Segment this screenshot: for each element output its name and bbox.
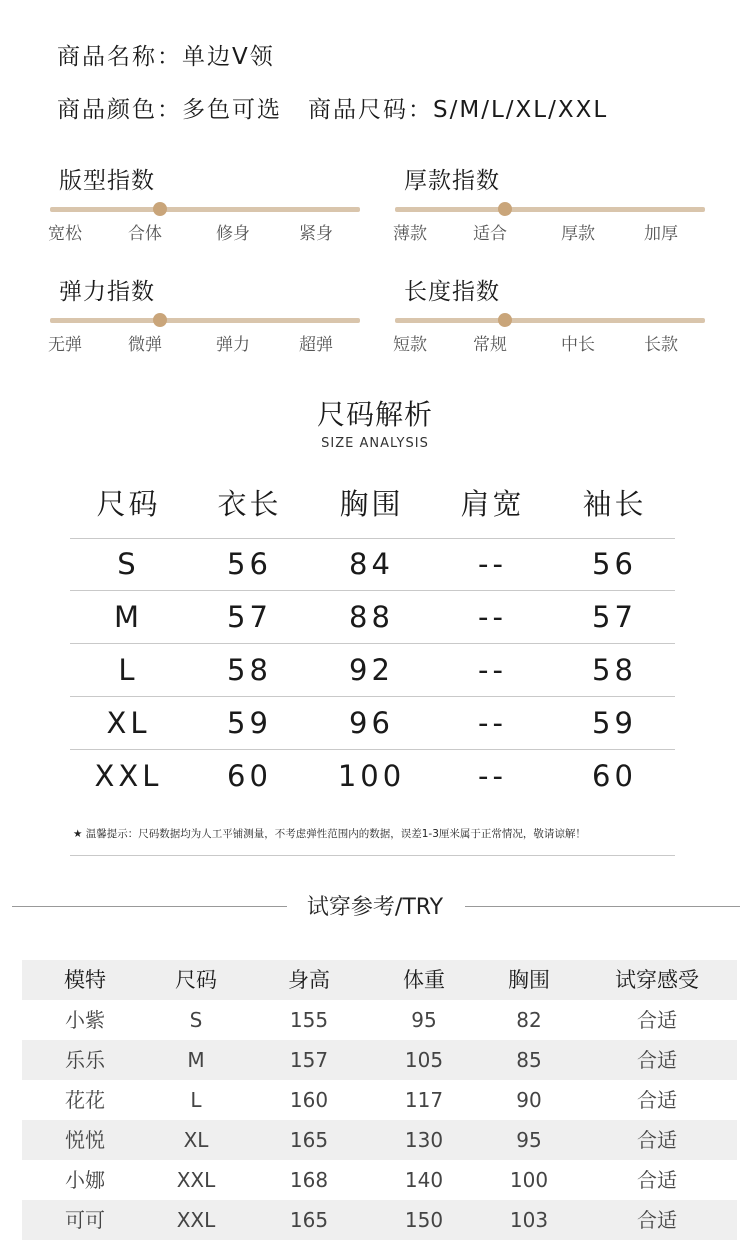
size-header-cell: 袖长 — [582, 487, 647, 521]
try-cell: S — [189, 1008, 203, 1032]
size-header-cell: 胸围 — [339, 487, 404, 521]
index-option: 加厚 — [644, 224, 678, 244]
index-track — [50, 318, 360, 323]
size-cell: 59 — [592, 706, 637, 740]
try-cell: 105 — [404, 1048, 444, 1072]
size-cell: 100 — [337, 759, 406, 793]
size-table-row — [70, 750, 675, 803]
try-cell: 157 — [289, 1048, 329, 1072]
index-title: 弹力指数 — [59, 279, 155, 305]
try-cell: XL — [183, 1128, 209, 1152]
index-marker — [153, 202, 167, 216]
size-cell: -- — [478, 600, 507, 634]
try-cell: 合适 — [637, 1048, 677, 1072]
index-option: 宽松 — [48, 224, 82, 244]
size-cell: XL — [106, 706, 151, 740]
product-color-label: 商品颜色： — [57, 97, 182, 123]
try-cell: 悦悦 — [65, 1128, 105, 1152]
index-option: 修身 — [216, 224, 250, 244]
product-size-label: 商品尺码： — [308, 97, 433, 123]
index-option: 超弹 — [299, 335, 333, 355]
index-track — [50, 207, 360, 212]
product-name-label: 商品名称： — [57, 44, 182, 70]
try-cell: 合适 — [637, 1088, 677, 1112]
size-cell: XXL — [94, 759, 163, 793]
try-table-row — [22, 1120, 737, 1160]
index-marker — [498, 202, 512, 216]
try-table-row — [22, 1000, 737, 1040]
product-color-size-line — [57, 91, 608, 124]
try-cell: XXL — [176, 1208, 216, 1232]
index-marker — [153, 313, 167, 327]
try-cell: 花花 — [65, 1088, 105, 1112]
size-cell: 60 — [227, 759, 272, 793]
try-header-cell: 模特 — [64, 968, 106, 992]
try-cell: 85 — [516, 1048, 542, 1072]
size-cell: 58 — [592, 653, 637, 687]
try-cell: 150 — [404, 1208, 444, 1232]
try-cell: 165 — [289, 1128, 329, 1152]
try-cell: 165 — [289, 1208, 329, 1232]
try-header-cell: 尺码 — [175, 968, 217, 992]
size-table-row — [70, 644, 675, 697]
size-cell: -- — [478, 759, 507, 793]
try-cell: 160 — [289, 1088, 329, 1112]
size-cell: M — [113, 600, 144, 634]
size-cell: 56 — [227, 547, 272, 581]
try-table — [22, 960, 737, 1240]
try-header-cell: 体重 — [403, 968, 445, 992]
try-cell: 乐乐 — [65, 1048, 105, 1072]
index-option: 薄款 — [393, 224, 427, 244]
index-track — [395, 207, 705, 212]
size-cell: 96 — [349, 706, 394, 740]
size-cell: -- — [478, 547, 507, 581]
size-cell: S — [117, 547, 140, 581]
index-option: 长款 — [644, 335, 678, 355]
size-cell: 92 — [349, 653, 394, 687]
index-title: 厚款指数 — [404, 168, 500, 194]
size-analysis-subtitle: SIZE ANALYSIS — [321, 436, 429, 451]
size-cell: -- — [478, 706, 507, 740]
index-option: 常规 — [473, 335, 507, 355]
try-section-title-text: 试穿参考/TRY — [306, 895, 444, 920]
index-title: 版型指数 — [59, 168, 155, 194]
try-cell: 95 — [516, 1128, 542, 1152]
size-cell: -- — [478, 653, 507, 687]
try-table-row — [22, 1200, 737, 1240]
index-option: 合体 — [128, 224, 162, 244]
size-cell: 60 — [592, 759, 637, 793]
size-cell: 57 — [227, 600, 272, 634]
size-cell: 88 — [349, 600, 394, 634]
product-name-value: 单边V领 — [182, 44, 275, 70]
try-cell: 小娜 — [65, 1168, 105, 1192]
note-divider — [70, 855, 675, 856]
try-cell: 130 — [404, 1128, 444, 1152]
index-option: 微弹 — [128, 335, 162, 355]
size-cell: 84 — [349, 547, 394, 581]
size-cell: L — [118, 653, 139, 687]
try-cell: 117 — [404, 1088, 444, 1112]
size-analysis-title: 尺码解析 — [316, 398, 433, 431]
size-cell: 59 — [227, 706, 272, 740]
product-size-value: S/M/L/XL/XXL — [433, 97, 609, 123]
index-option: 紧身 — [299, 224, 333, 244]
try-cell: 合适 — [637, 1208, 677, 1232]
try-cell: 95 — [411, 1008, 437, 1032]
try-cell: 155 — [289, 1008, 329, 1032]
size-table-row — [70, 697, 675, 750]
index-track — [395, 318, 705, 323]
size-header-cell: 肩宽 — [460, 487, 525, 521]
try-cell: 140 — [404, 1168, 444, 1192]
index-marker — [498, 313, 512, 327]
index-option: 厚款 — [561, 224, 595, 244]
size-cell: 57 — [592, 600, 637, 634]
try-cell: 合适 — [637, 1008, 677, 1032]
try-cell: 100 — [509, 1168, 549, 1192]
size-cell: 58 — [227, 653, 272, 687]
measurement-note: ★ 温馨提示：尺码数据均为人工平铺测量，不考虑弹性范围内的数据，误差1-3厘米属于正常情况，敬请谅解！ — [73, 828, 586, 840]
size-header-cell: 尺码 — [96, 487, 161, 521]
try-cell: 168 — [289, 1168, 329, 1192]
index-option: 无弹 — [48, 335, 82, 355]
try-header-cell: 试穿感受 — [615, 968, 699, 992]
try-cell: L — [190, 1088, 202, 1112]
size-table-header — [70, 480, 675, 538]
index-option: 适合 — [473, 224, 507, 244]
size-header-cell: 衣长 — [217, 487, 282, 521]
try-table-row — [22, 1040, 737, 1080]
size-table-row — [70, 591, 675, 644]
try-cell: 82 — [516, 1008, 542, 1032]
try-table-row — [22, 1080, 737, 1120]
index-option: 中长 — [561, 335, 595, 355]
size-table — [70, 480, 675, 803]
try-table-header — [22, 960, 737, 1000]
try-cell: 合适 — [637, 1168, 677, 1192]
try-cell: 可可 — [65, 1208, 105, 1232]
index-option: 短款 — [393, 335, 427, 355]
try-section-title — [0, 890, 750, 921]
product-color-value: 多色可选 — [182, 97, 282, 123]
try-cell: 小紫 — [65, 1008, 105, 1032]
size-cell: 56 — [592, 547, 637, 581]
try-cell: 103 — [509, 1208, 549, 1232]
try-table-row — [22, 1160, 737, 1200]
try-header-cell: 身高 — [288, 968, 330, 992]
index-option: 弹力 — [216, 335, 250, 355]
try-cell: 90 — [516, 1088, 542, 1112]
try-cell: XXL — [176, 1168, 216, 1192]
try-cell: M — [187, 1048, 205, 1072]
try-header-cell: 胸围 — [508, 968, 550, 992]
try-cell: 合适 — [637, 1128, 677, 1152]
size-table-row — [70, 538, 675, 591]
product-name-line — [57, 38, 275, 71]
index-title: 长度指数 — [404, 279, 500, 305]
